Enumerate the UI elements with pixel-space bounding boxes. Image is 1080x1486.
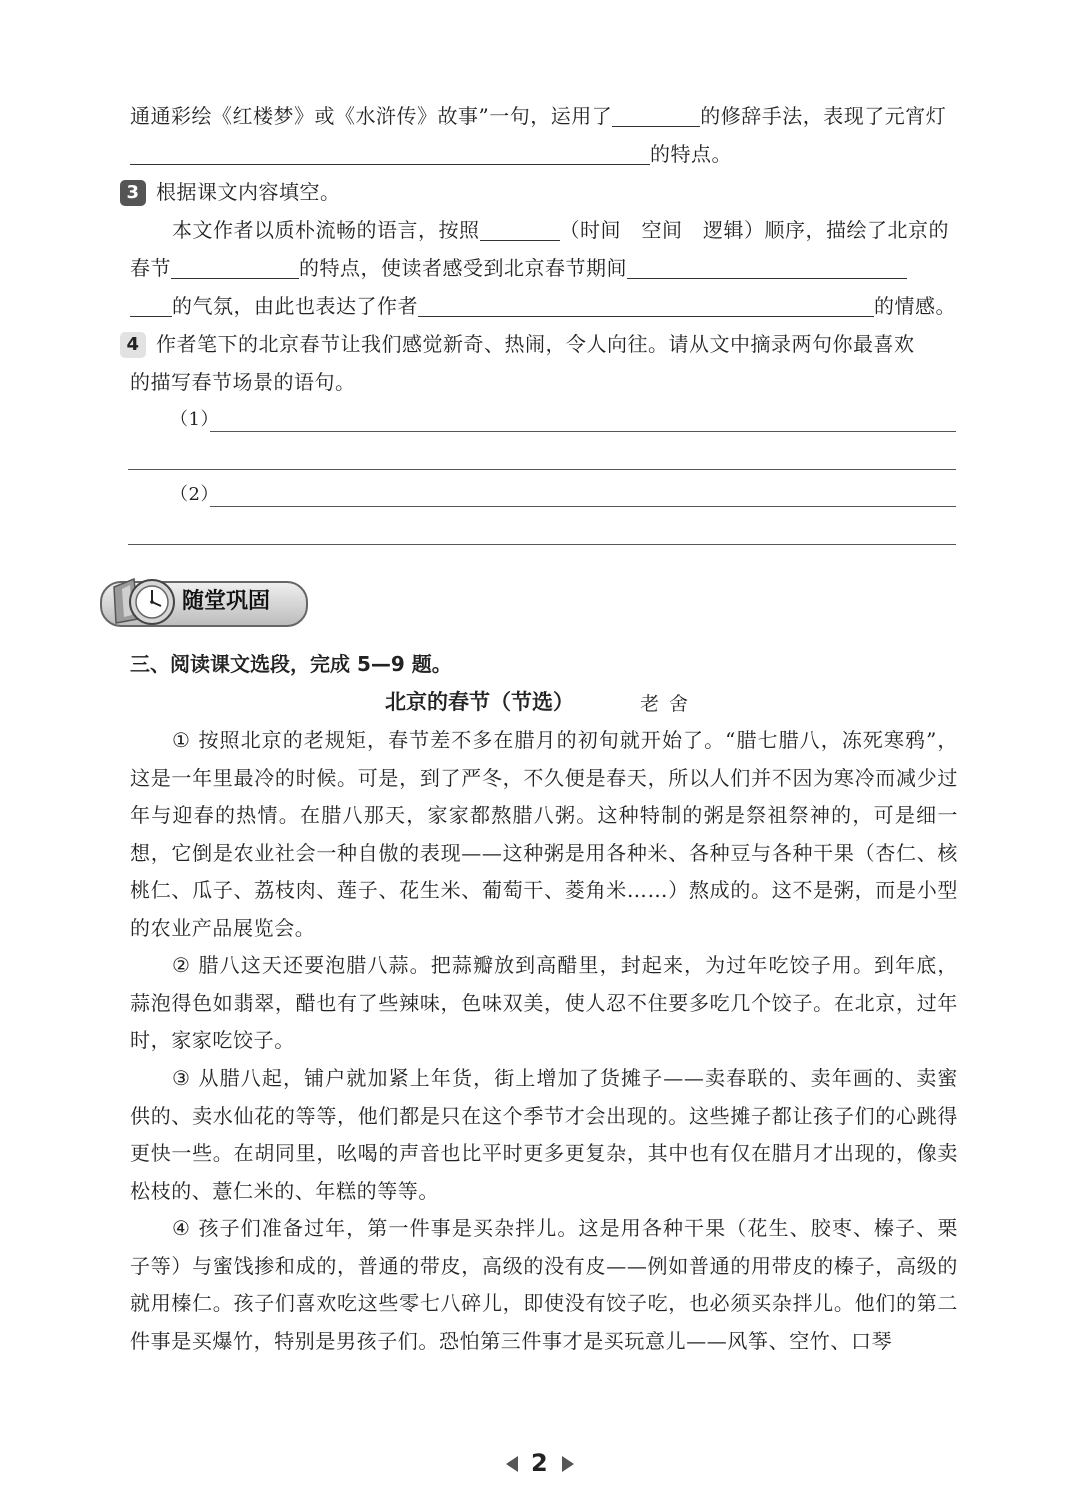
q3-l3-c: 的情感。 — [874, 294, 956, 318]
paragraph-text-4: 孩子们准备过年，第一件事是买杂拌儿。这是用各种干果（花生、胶枣、榛子、栗子等）与蜜饯掺和成的，普通的带皮，高级的没有皮——例如普通的用带皮的榛子，高级的就用榛仁。孩子们喜欢吃这些零七八碎儿，即使没有饺子吃，也必须买杂拌儿。他们的第二件事是买爆竹，特别是男孩子们。恐怕第三件事才是买玩意儿——风筝、空竹、口琴 — [130, 1216, 958, 1353]
q3-prompt — [120, 178, 341, 206]
paragraph-text-2: 腊八这天还要泡腊八蒜。把蒜瓣放到高醋里，封起来，为过年吃饺子用。到年底，蒜泡得色如翡翠，醋也有了些辣味，色味双美，使人忍不住要多吃几个饺子。在北京，过年时，家家吃饺子。 — [130, 953, 958, 1052]
q4-answer-line-2b[interactable] — [128, 544, 956, 545]
q3-l2-b: 的特点，使读者感受到北京春节期间 — [299, 256, 627, 280]
paragraph-number-1: ① — [172, 728, 191, 752]
q3-blank-order[interactable] — [480, 218, 560, 241]
q4-answer-line-2a[interactable] — [210, 506, 956, 507]
paragraph-text-3: 从腊八起，铺户就加紧上年货，街上增加了货摊子——卖春联的、卖年画的、卖蜜供的、卖水仙花的等等，他们都是只在这个季节才会出现的。这些摊子都让孩子们的心跳得更快一些。在胡同里，吆喝的声音也比平时更多更复杂，其中也有仅在腊月才出现的，像卖松枝的、薏仁米的、年糕的等等。 — [130, 1066, 958, 1203]
paragraph-number-4: ④ — [172, 1216, 192, 1240]
q3-blank-emotion[interactable] — [418, 294, 874, 317]
q2-line-2 — [130, 140, 732, 168]
clock-icon — [108, 575, 180, 627]
q4-prompt-line-2 — [130, 368, 356, 396]
q3-l3-b: 的气氛，由此也表达了作者 — [172, 294, 418, 318]
q2-text-a: 通通彩绘《红楼梦》或《水浒传》故事”一句，运用了 — [130, 104, 613, 128]
q4-prompt-line-1 — [120, 330, 915, 358]
paragraph-number-2: ② — [172, 953, 192, 977]
q4-answer-line-1b[interactable] — [128, 469, 956, 470]
q2-line-1 — [130, 102, 946, 130]
q4-item-2-label: （2） — [170, 484, 219, 505]
q2-text-c: 的特点。 — [650, 142, 732, 166]
article-title: 北京的春节（节选） — [385, 690, 574, 714]
q3-l1-b: （时间 空间 逻辑）顺序，描绘了北京的 — [559, 218, 949, 242]
q4-answer-line-1a[interactable] — [210, 431, 956, 432]
paragraph-number-3: ③ — [172, 1066, 192, 1090]
q4-prompt-text-1: 作者笔下的北京春节让我们感觉新奇、热闹，令人向往。请从文中摘录两句你最喜欢 — [156, 332, 915, 356]
q3-blank-feature[interactable] — [171, 256, 299, 279]
q2-text-b: 的修辞手法，表现了元宵灯 — [700, 104, 947, 128]
q3-line-3 — [130, 292, 956, 320]
q3-l1-a: 本文作者以质朴流畅的语言，按照 — [172, 218, 480, 242]
q4-number-badge: 4 — [120, 332, 146, 358]
paragraph-text-1: 按照北京的老规矩，春节差不多在腊月的初旬就开始了。“腊七腊八，冻死寒鸦”，这是一年里最冷的时候。可是，到了严冬，不久便是春天，所以人们并不因为寒冷而减少过年与迎春的热情。在腊八那天，家家都熬腊八粥。这种特制的粥是祭祖祭神的，可是细一想，它倒是农业社会一种自傲的表现——这种粥是用各种米、各种豆与各种干果（杏仁、核桃仁、瓜子、荔枝肉、莲子、花生米、葡萄干、菱角米……）熬成的。这不是粥，而是小型的农业产品展览会。 — [130, 728, 958, 940]
article-paragraph-3 — [130, 1060, 958, 1210]
q3-blank-atmosphere-b[interactable] — [130, 294, 172, 317]
q3-line-2 — [130, 254, 907, 282]
q4-prompt-text-2: 的描写春节场景的语句。 — [130, 370, 356, 394]
section-title: 三、阅读课文选段，完成 5—9 题。 — [130, 652, 452, 676]
section-banner — [100, 575, 306, 627]
banner-label: 随堂巩固 — [182, 589, 271, 614]
article-paragraph-2 — [130, 947, 958, 1060]
article-paragraph-4 — [130, 1210, 958, 1360]
q4-item-1-label: （1） — [170, 409, 219, 430]
q2-blank-feature[interactable] — [130, 142, 650, 165]
q3-prompt-text: 根据课文内容填空。 — [156, 180, 341, 204]
q2-blank-rhetoric[interactable] — [612, 104, 700, 127]
q3-blank-atmosphere-a[interactable] — [627, 256, 907, 279]
page-footer — [500, 1446, 580, 1480]
page-number: 2 — [531, 1449, 548, 1477]
article-paragraph-1 — [130, 722, 958, 947]
q3-l2-a: 春节 — [130, 256, 171, 280]
prev-page-arrow-icon[interactable] — [504, 1455, 520, 1473]
q3-line-1 — [172, 216, 949, 244]
q3-number-badge: 3 — [120, 180, 146, 206]
next-page-arrow-icon[interactable] — [560, 1455, 576, 1473]
article-author: 老舍 — [640, 693, 699, 715]
